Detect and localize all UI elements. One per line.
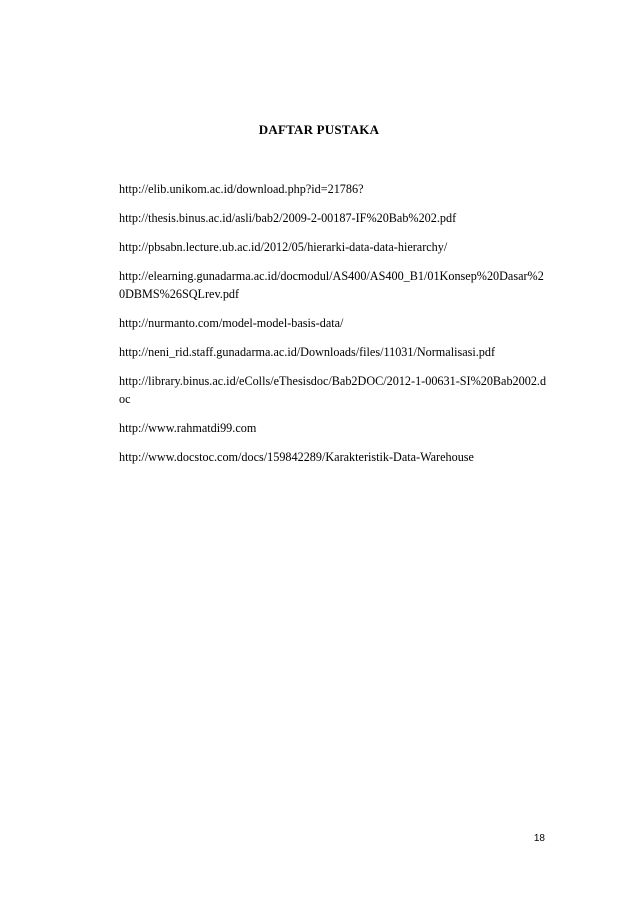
- reference-item: http://elib.unikom.ac.id/download.php?id=21786?: [119, 182, 364, 196]
- reference-item: http://www.docstoc.com/docs/159842289/Karakteristik-Data-Warehouse: [119, 450, 474, 464]
- reference-item: http://library.binus.ac.id/eColls/eThesisdoc/Bab2DOC/2012-1-00631-SI%20Bab2002.doc: [119, 374, 547, 406]
- page-title: DAFTAR PUSTAKA: [258, 122, 380, 137]
- reference-item: http://nurmanto.com/model-model-basis-data/: [119, 316, 344, 330]
- reference-item: http://elearning.gunadarma.ac.id/docmodul/AS400/AS400_B1/01Konsep%20Dasar%20DBMS%26SQLrev.pdf: [119, 269, 544, 301]
- reference-item: http://thesis.binus.ac.id/asli/bab2/2009-2-00187-IF%20Bab%202.pdf: [119, 211, 457, 225]
- reference-item: http://www.rahmatdi99.com: [119, 421, 257, 435]
- page-number: 18: [533, 833, 545, 844]
- reference-item: http://neni_rid.staff.gunadarma.ac.id/Downloads/files/11031/Normalisasi.pdf: [119, 345, 496, 359]
- reference-list: [119, 180, 549, 477]
- reference-item: http://pbsabn.lecture.ub.ac.id/2012/05/hierarki-data-data-hierarchy/: [119, 240, 448, 254]
